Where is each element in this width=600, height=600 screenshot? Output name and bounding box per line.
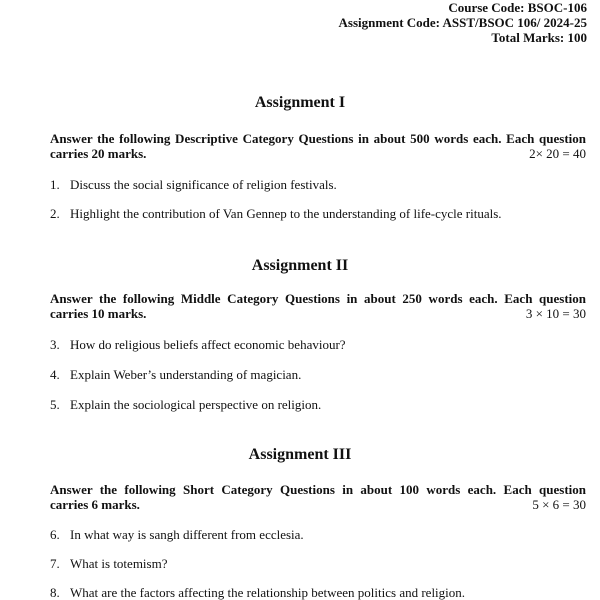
instruction-line: carries 10 marks. [50,306,147,321]
section-instruction-1 [50,131,586,161]
total-marks: Total Marks: 100 [491,30,587,45]
section-marks: 3 × 10 = 30 [525,306,586,321]
question-number: 6. [50,527,60,542]
assignment-code: Assignment Code: ASST/BSOC 106/ 2024-25 [338,15,587,30]
question-text: What are the factors affecting the relationship between politics and religion. [70,585,466,600]
question-text: Discuss the social significance of religion festivals. [70,177,337,192]
section-instruction-2 [50,291,586,321]
question-number: 3. [50,337,60,352]
question-text: In what way is sangh different from ecclesia. [70,527,304,542]
question-item [50,177,337,192]
question-text: Explain Weber’s understanding of magician. [70,367,302,382]
question-item [50,397,321,412]
question-number: 8. [50,585,60,600]
question-number: 2. [50,206,60,221]
section-instruction-3 [50,482,586,512]
question-item [50,556,167,571]
question-text: Explain the sociological perspective on religion. [70,397,322,412]
course-code: Course Code: BSOC-106 [448,0,587,15]
question-item [50,337,346,352]
question-text: Highlight the contribution of Van Gennep to the understanding of life-cycle rituals. [70,206,502,221]
instruction-line: Answer the following Middle Category Questions in about 250 words each. Each question [50,291,586,306]
question-item [50,206,502,221]
question-text: How do religious beliefs affect economic behaviour? [70,337,346,352]
question-number: 1. [50,177,60,192]
section-marks: 2× 20 = 40 [529,146,586,161]
question-item [50,585,465,600]
question-item [50,367,301,382]
question-number: 7. [50,556,60,571]
question-item [50,527,304,542]
instruction-line: Answer the following Descriptive Category Questions in about 500 words each. Each question [50,131,586,146]
instruction-line: carries 6 marks. [50,497,140,512]
section-title-1: Assignment I [254,94,346,111]
section-marks: 5 × 6 = 30 [532,497,586,512]
question-number: 4. [50,367,60,382]
question-number: 5. [50,397,60,412]
instruction-line: carries 20 marks. [50,146,147,161]
instruction-line: Answer the following Short Category Questions in about 100 words each. Each question [50,482,586,497]
question-text: What is totemism? [70,556,168,571]
section-title-2: Assignment II [251,257,349,274]
section-title-3: Assignment III [248,446,352,463]
document-header [339,0,587,45]
